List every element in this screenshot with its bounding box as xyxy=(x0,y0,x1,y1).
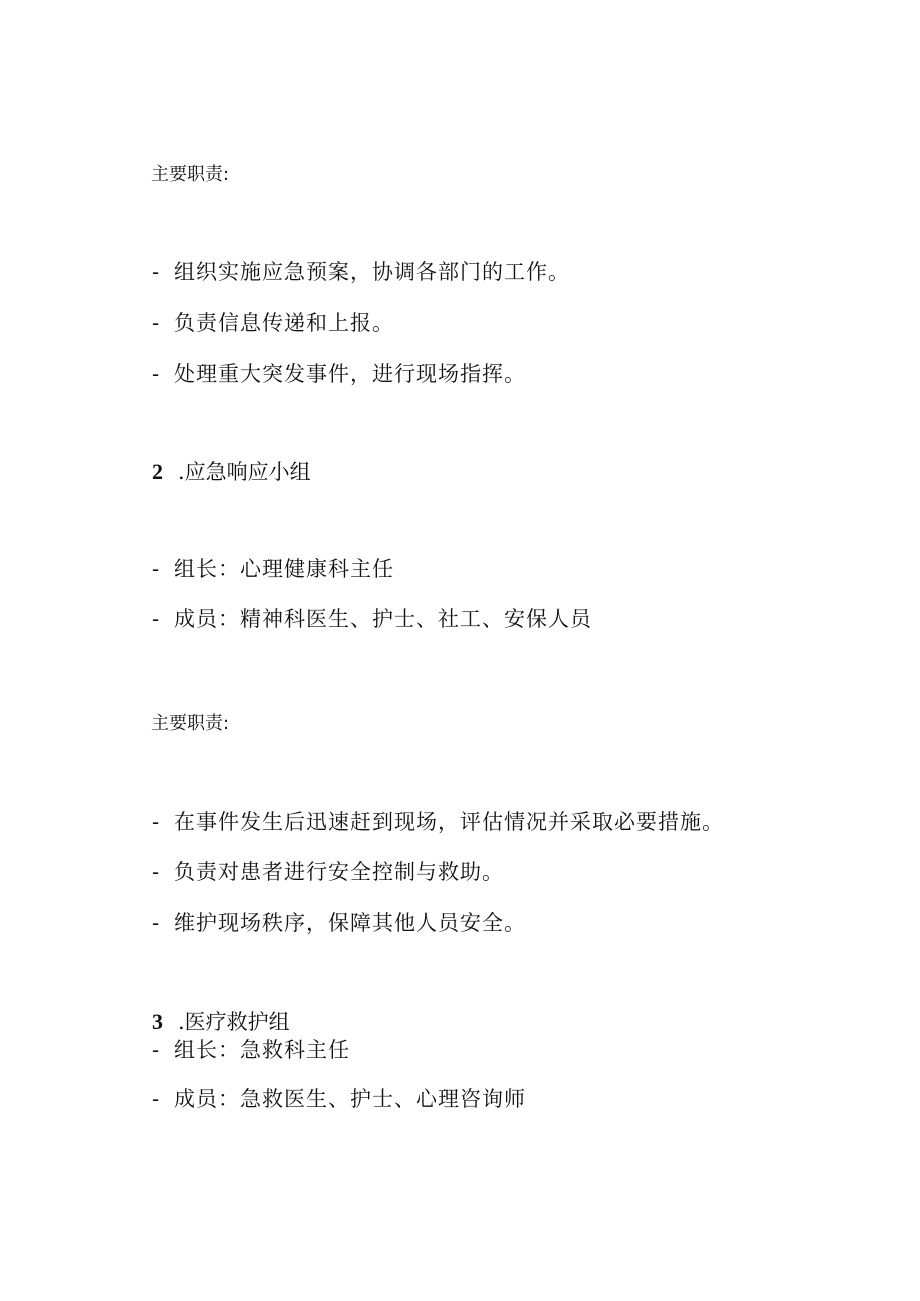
dash: - xyxy=(152,911,161,935)
list-item-text: 处理重大突发事件，进行现场指挥。 xyxy=(174,362,526,386)
section-heading-2 xyxy=(152,461,311,483)
duties-label-1: 主要职责: xyxy=(151,164,230,185)
section-number: 2 xyxy=(152,459,163,484)
dash: - xyxy=(152,311,161,335)
dash: - xyxy=(152,810,161,834)
list-item-text: 维护现场秩序，保障其他人员安全。 xyxy=(174,911,526,935)
dash: - xyxy=(152,1087,161,1111)
section-number: 3 xyxy=(152,1009,163,1034)
list-item-text: 组长：心理健康科主任 xyxy=(174,557,394,581)
list-item-text: 负责对患者进行安全控制与救助。 xyxy=(174,860,504,884)
section-title: .应急响应小组 xyxy=(178,460,311,484)
dash: - xyxy=(152,1038,161,1062)
list-item-text: 组长：急救科主任 xyxy=(174,1038,350,1062)
list-item xyxy=(152,313,394,334)
dash: - xyxy=(152,260,161,284)
dash: - xyxy=(152,362,161,386)
dash: - xyxy=(152,557,161,581)
list-item xyxy=(152,913,526,934)
section-title: .医疗救护组 xyxy=(178,1010,290,1034)
list-item xyxy=(152,1089,526,1110)
dash: - xyxy=(152,860,161,884)
list-item-text: 成员：急救医生、护士、心理咨询师 xyxy=(174,1087,526,1111)
list-item-text: 负责信息传递和上报。 xyxy=(174,311,394,335)
list-item xyxy=(152,609,592,630)
list-item xyxy=(152,559,394,580)
list-item-text: 在事件发生后迅速赶到现场，评估情况并采取必要措施。 xyxy=(174,810,724,834)
list-item xyxy=(152,262,570,283)
list-item xyxy=(152,364,526,385)
section-heading-3 xyxy=(152,1011,290,1033)
list-item xyxy=(152,1040,350,1061)
list-item-text: 组织实施应急预案，协调各部门的工作。 xyxy=(174,260,570,284)
duties-label-2: 主要职责: xyxy=(151,713,230,734)
list-item xyxy=(152,862,504,883)
list-item xyxy=(152,812,724,833)
dash: - xyxy=(152,607,161,631)
list-item-text: 成员：精神科医生、护士、社工、安保人员 xyxy=(174,607,592,631)
